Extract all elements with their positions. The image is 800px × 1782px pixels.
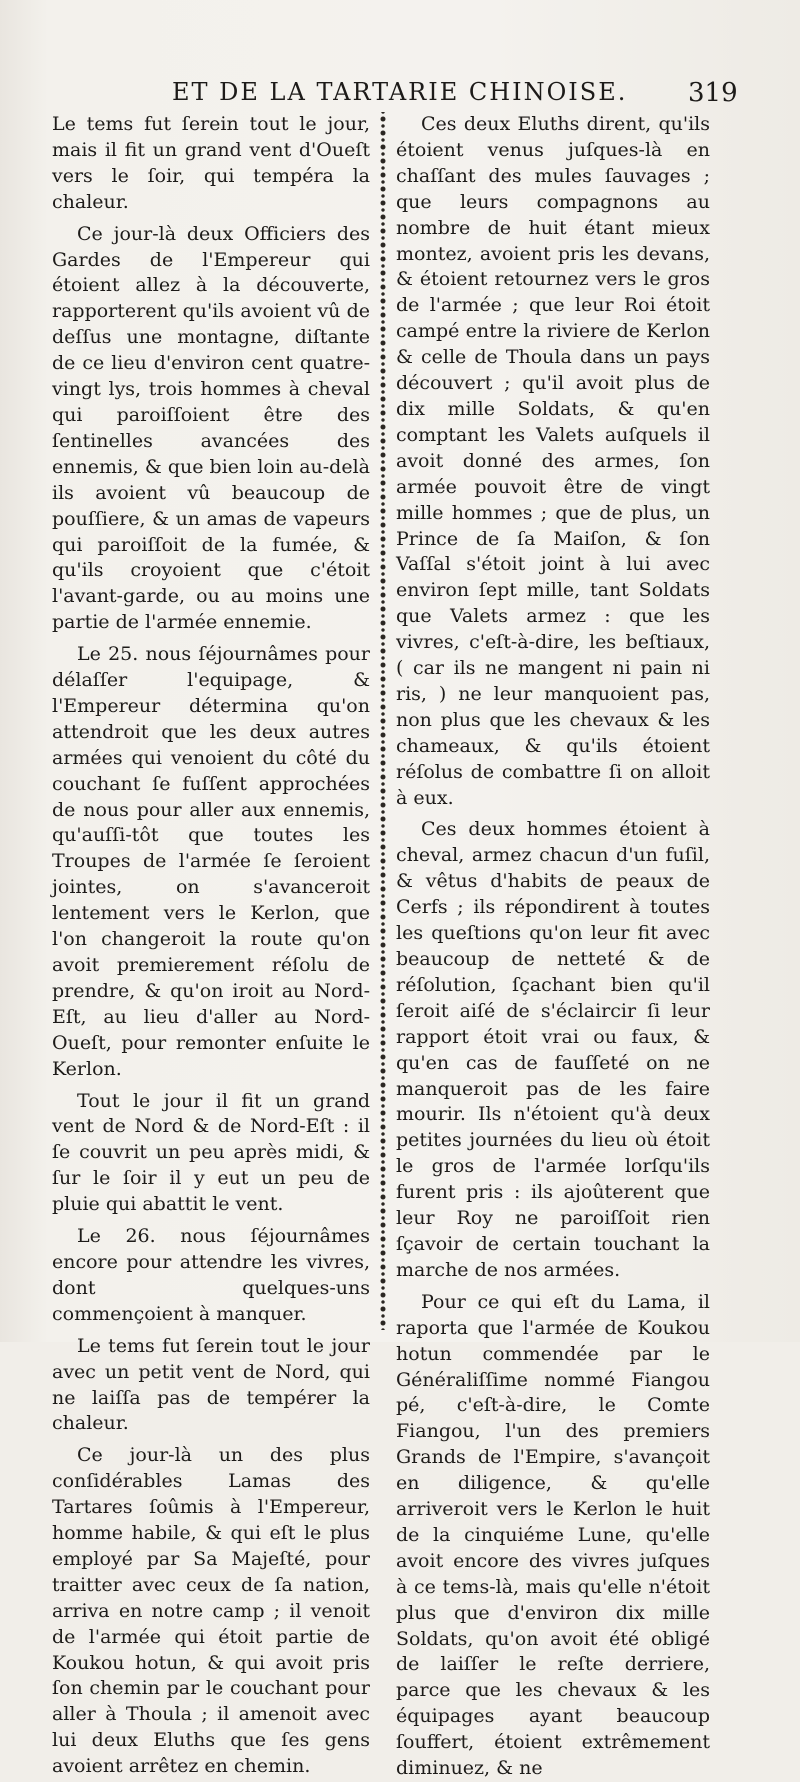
left-column — [52, 112, 370, 1780]
paragraph: Pour ce qui eſt du Lama, il raporta que l'armée de Koukou hotun commendée par le Généraliſſime nommé Fiangou pé, c'eſt-à-dire, le Comte Fiangou, l'un des premiers Grands de l'Empire, s'avançoit en diligence, & qu'elle arriveroit vers le Kerlon le huit de la cinquiéme Lune, qu'elle avoit encore des vivres juſques à ce tems-là, mais qu'elle n'étoit plus que d'environ dix mille Soldats, qu'on avoit été obligé de laiſſer le reſte derriere, parce que les chevaux & les équipages ayant beaucoup ſouffert, étoient extrêmement diminuez, & ne — [396, 1290, 710, 1780]
paragraph: Ce jour-là un des plus conſidérables Lamas des Tartares ſoûmis à l'Empereur, homme habile, & qui eſt le plus employé par Sa Majeſté, pour traitter avec ceux de ſa nation, arriva en notre camp ; il venoit de l'armée qui étoit partie de Koukou hotun, & qui avoit pris ſon chemin par le couchant pour aller à Thoula ; il amenoit avec lui deux Eluths que ſes gens avoient arrêtez en chemin. — [52, 1444, 370, 1778]
paragraph: Ces deux hommes étoient à cheval, armez chacun d'un fuſil, & vêtus d'habits de peaux de Cerfs ; ils répondirent à toutes les queſtions qu'on leur fit avec beaucoup de netteté & de réſolution, ſçachant bien qu'il ſeroit aiſé de s'éclaircir ſi leur rapport étoit vrai ou faux, & qu'en cas de fauſſeté on ne manqueroit pas de les faire mourir. Ils n'étoient qu'à deux petites journées du lieu où étoit le gros de l'armée lorſqu'ils furent pris : ils ajoûterent que leur Roy ne paroiſſoit rien ſçavoir de certain touchant la marche de nos armées. — [396, 818, 710, 1281]
running-title: ET DE LA TARTARIE CHINOISE. — [172, 78, 628, 106]
page-number: 319 — [688, 78, 738, 108]
right-column — [396, 112, 710, 1782]
paragraph: Le tems fut ſerein tout le jour avec un petit vent de Nord, qui ne laiſſa pas de tempérer la chaleur. — [52, 1334, 370, 1435]
paragraph: Ces deux Eluths dirent, qu'ils étoient venus juſques-là en chaſſant des mules ſauvages ; que leurs compagnons au nombre de huit étant mieux montez, avoient pris les devans, & étoient retournez vers le gros de l'armée ; que leur Roi étoit campé entre la riviere de Kerlon & celle de Thoula dans un pays découvert ; qu'il avoit plus de dix mille Soldats, & qu'en comptant les Valets auſquels il avoit donné des armes, ſon armée pouvoit être de vingt mille hommes ; que de plus, un Prince de ſa Maiſon, & ſon Vaſſal s'étoit joint à lui avec environ ſept mille, tant Soldats que Valets armez : que les vivres, c'eſt-à-dire, les beſtiaux, ( car ils ne mangent ni pain ni ris, ) ne leur manquoient pas, non plus que les chevaux & les chameaux, & qu'ils étoient réſolus de combattre ſi on alloit à eux. — [396, 113, 710, 809]
paragraph: Le 25. nous ſéjournâmes pour délaſſer l'equipage, & l'Empereur détermina qu'on attendroit que les deux autres armées qui venoient du côté du couchant ſe fuſſent approchées de nous pour aller aux ennemis, qu'auſſi-tôt que toutes les Troupes de l'armée ſe ſeroient jointes, on s'avanceroit lentement vers le Kerlon, que l'on changeroit la route qu'on avoit premierement réſolu de prendre, & qu'on iroit au Nord-Eſt, au lieu d'aller au Nord-Oueſt, pour remonter enſuite le Kerlon. — [52, 643, 370, 1080]
paragraph: Le 26. nous ſéjournâmes encore pour attendre les vivres, dont quelques-uns commençoient à manquer. — [52, 1225, 370, 1325]
paragraph: Tout le jour il fit un grand vent de Nord & de Nord-Eſt : il ſe couvrit un peu après midi, & ſur le ſoir il y eut un peu de pluie qui abattit le vent. — [52, 1089, 370, 1216]
paragraph: Le tems fut ſerein tout le jour, mais il fit un grand vent d'Oueſt vers le ſoir, qui tempéra la chaleur. — [52, 113, 370, 213]
paragraph: Ce jour-là deux Officiers des Gardes de l'Empereur qui étoient allez à la découverte, rapporterent qu'ils avoient vû de deſſus une montagne, diſtante de ce lieu d'environ cent quatre-vingt lys, trois hommes à cheval qui paroiſſoient être des ſentinelles avancées des ennemis, & que bien loin au-delà ils avoient vû beaucoup de pouſſiere, & un amas de vapeurs qui paroiſſoit de la fumée, & qu'ils croyoient que c'étoit l'avant-garde, ou au moins une partie de l'armée ennemie. — [52, 222, 370, 634]
column-ornament-divider — [375, 112, 391, 1330]
